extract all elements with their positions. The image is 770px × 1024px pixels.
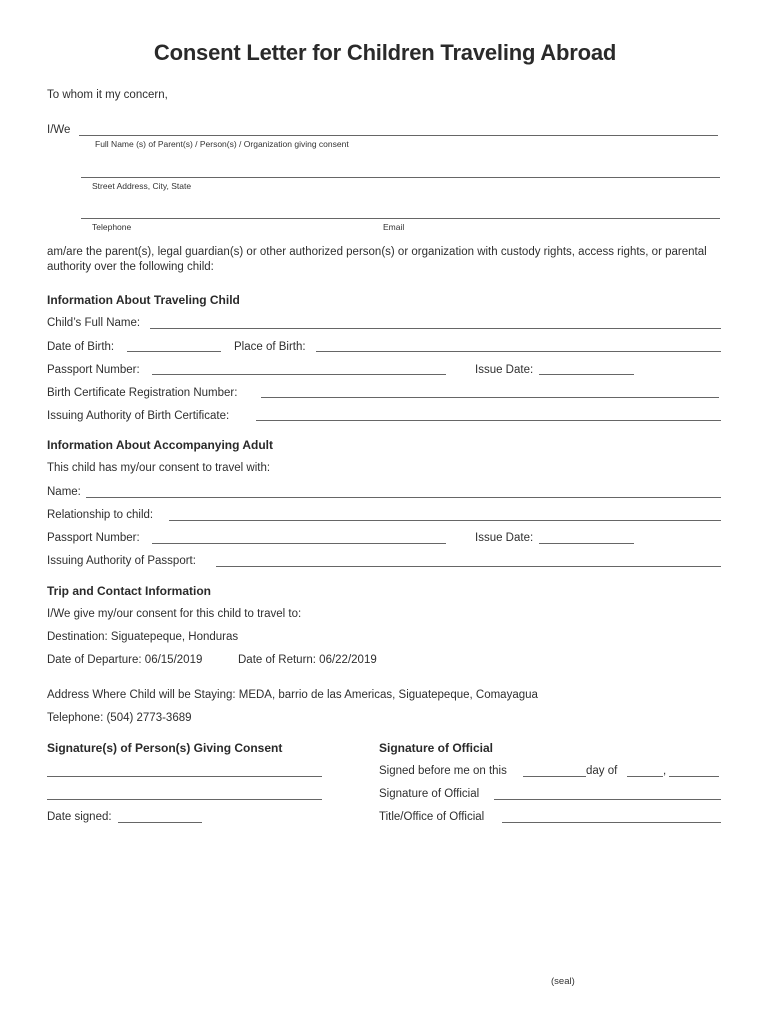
child-passport-label: Passport Number: xyxy=(47,364,140,376)
passport-authority-label: Issuing Authority of Passport: xyxy=(47,555,196,567)
official-title-label: Title/Office of Official xyxy=(379,811,485,823)
departure-date: Date of Departure: 06/15/2019 xyxy=(47,654,203,666)
official-signature-label: Signature of Official xyxy=(379,788,480,800)
salutation: To whom it my concern, xyxy=(47,89,168,101)
custody-paragraph: am/are the parent(s), legal guardian(s) or other authorized person(s) or organization with custody rights, access rights, or parental authority over the following child: xyxy=(47,246,707,273)
birth-cert-field[interactable] xyxy=(261,397,719,398)
consent-signature-field-2[interactable] xyxy=(47,799,322,800)
consent-signature-heading: Signature(s) of Person(s) Giving Consent xyxy=(47,741,283,755)
signed-month-field[interactable] xyxy=(627,776,663,777)
page-title: Consent Letter for Children Traveling Abroad xyxy=(153,40,617,65)
adult-passport-field[interactable] xyxy=(152,543,446,544)
seal-label: (seal) xyxy=(551,976,575,987)
official-signature-field[interactable] xyxy=(494,799,721,800)
adult-issue-date-field[interactable] xyxy=(539,543,634,544)
return-date: Date of Return: 06/22/2019 xyxy=(238,654,377,666)
telephone-email-field[interactable] xyxy=(81,218,720,219)
trip-section-heading: Trip and Contact Information xyxy=(47,584,211,598)
contact-telephone: Telephone: (504) 2773-3689 xyxy=(47,712,192,724)
child-dob-field[interactable] xyxy=(127,351,221,352)
date-signed-label: Date signed: xyxy=(47,811,112,823)
child-place-of-birth-field[interactable] xyxy=(316,351,721,352)
child-passport-field[interactable] xyxy=(152,374,446,375)
signed-before-label: Signed before me on this xyxy=(379,765,507,777)
iwe-label: I/We xyxy=(47,124,71,136)
child-section-heading: Information About Traveling Child xyxy=(47,293,240,307)
address-field[interactable] xyxy=(81,177,720,178)
birth-cert-label: Birth Certificate Registration Number: xyxy=(47,387,238,399)
official-title-field[interactable] xyxy=(502,822,721,823)
telephone-caption: Telephone xyxy=(92,222,132,232)
date-comma: , xyxy=(663,765,667,777)
address-caption: Street Address, City, State xyxy=(92,181,192,191)
birth-cert-authority-label: Issuing Authority of Birth Certificate: xyxy=(47,410,230,422)
child-full-name-field[interactable] xyxy=(150,328,721,329)
signed-year-field[interactable] xyxy=(669,776,719,777)
adult-passport-label: Passport Number: xyxy=(47,532,140,544)
child-place-of-birth-label: Place of Birth: xyxy=(234,341,306,353)
email-caption: Email xyxy=(383,222,405,232)
consent-signature-field-1[interactable] xyxy=(47,776,322,777)
child-dob-label: Date of Birth: xyxy=(47,341,115,353)
stay-address: Address Where Child will be Staying: MEDA, barrio de las Americas, Siguatepeque, Comayagua xyxy=(47,689,538,701)
adult-section-heading: Information About Accompanying Adult xyxy=(47,438,273,452)
day-of-label: day of xyxy=(586,765,618,777)
passport-authority-field[interactable] xyxy=(216,566,721,567)
full-name-field[interactable] xyxy=(79,135,718,136)
destination: Destination: Siguatepeque, Honduras xyxy=(47,631,239,643)
adult-issue-date-label: Issue Date: xyxy=(475,532,534,544)
full-name-caption: Full Name (s) of Parent(s) / Person(s) / Organization giving consent xyxy=(95,139,349,149)
adult-name-label: Name: xyxy=(47,486,81,498)
adult-intro: This child has my/our consent to travel with: xyxy=(47,462,271,474)
official-heading: Signature of Official xyxy=(379,741,494,755)
signed-day-field[interactable] xyxy=(523,776,586,777)
relationship-field[interactable] xyxy=(169,520,721,521)
child-issue-date-label: Issue Date: xyxy=(475,364,534,376)
adult-name-field[interactable] xyxy=(86,497,721,498)
date-signed-field[interactable] xyxy=(118,822,202,823)
trip-intro: I/We give my/our consent for this child to travel to: xyxy=(47,608,302,620)
relationship-label: Relationship to child: xyxy=(47,509,154,521)
birth-cert-authority-field[interactable] xyxy=(256,420,721,421)
child-full-name-label: Child’s Full Name: xyxy=(47,317,141,329)
child-issue-date-field[interactable] xyxy=(539,374,634,375)
